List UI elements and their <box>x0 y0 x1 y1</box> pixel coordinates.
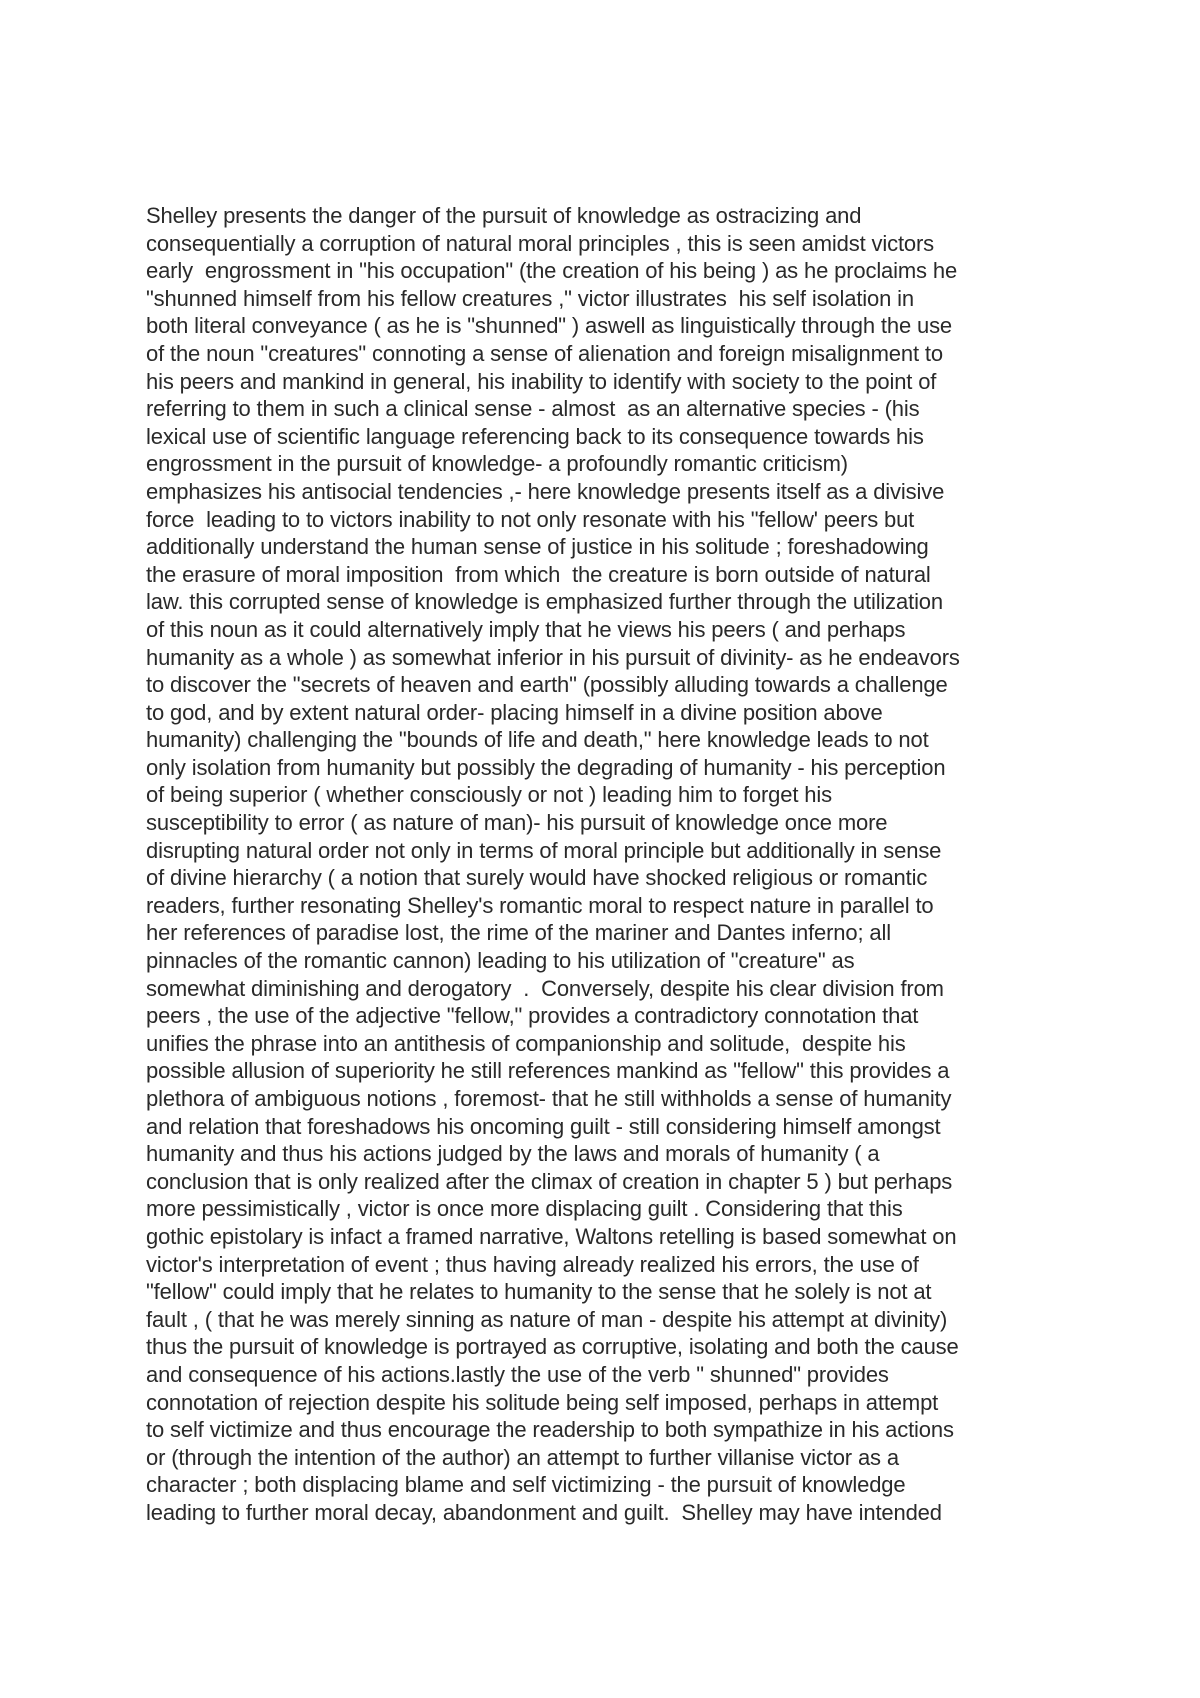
essay-line: humanity and thus his actions judged by the laws and morals of humanity ( a <box>146 1141 880 1167</box>
essay-line: humanity as a whole ) as somewhat inferior in his pursuit of divinity- as he endeavors <box>146 644 960 670</box>
essay-line: additionally understand the human sense of justice in his solitude ; foreshadowing <box>146 534 929 560</box>
essay-line: connotation of rejection despite his solitude being self imposed, perhaps in attempt <box>146 1389 939 1415</box>
essay-line: pinnacles of the romantic cannon) leading to his utilization of "creature" as <box>146 948 855 974</box>
essay-line: of this noun as it could alternatively imply that he views his peers ( and perhaps <box>146 616 906 642</box>
essay-body <box>146 202 1066 1527</box>
essay-line: character ; both displacing blame and self victimizing - the pursuit of knowledge <box>146 1472 906 1498</box>
essay-line: thus the pursuit of knowledge is portrayed as corruptive, isolating and both the cause <box>146 1334 959 1360</box>
essay-line: conclusion that is only realized after the climax of creation in chapter 5 ) but perhaps <box>146 1168 953 1194</box>
essay-line: "fellow" could imply that he relates to humanity to the sense that he solely is not at <box>146 1279 932 1305</box>
essay-line: peers , the use of the adjective "fellow," provides a contradictory connotation that <box>146 1003 919 1029</box>
essay-line: both literal conveyance ( as he is "shunned" ) aswell as linguistically through the use <box>146 313 953 339</box>
essay-line: plethora of ambiguous notions , foremost- that he still withholds a sense of humanity <box>146 1086 952 1111</box>
essay-line: of the noun "creatures" connoting a sense of alienation and foreign misalignment to <box>146 340 943 366</box>
essay-line: only isolation from humanity but possibly the degrading of humanity - his perception <box>146 754 946 780</box>
essay-line: Shelley presents the danger of the pursuit of knowledge as ostracizing and <box>146 203 862 228</box>
essay-line: humanity) challenging the "bounds of life and death," here knowledge leads to not <box>146 727 929 753</box>
essay-line: unifies the phrase into an antithesis of companionship and solitude, despite his <box>146 1030 906 1056</box>
essay-line: more pessimistically , victor is once more displacing guilt . Considering that this <box>146 1196 903 1222</box>
essay-line: leading to further moral decay, abandonment and guilt. Shelley may have intended <box>146 1499 942 1525</box>
essay-line: his peers and mankind in general, his inability to identify with society to the point of <box>146 368 937 394</box>
essay-line: somewhat diminishing and derogatory . Conversely, despite his clear division from <box>146 975 944 1001</box>
essay-line: of divine hierarchy ( a notion that surely would have shocked religious or romantic <box>146 865 928 891</box>
essay-line: "shunned himself from his fellow creatures ," victor illustrates his self isolation in <box>146 285 914 311</box>
essay-line: lexical use of scientific language referencing back to its consequence towards his <box>146 423 924 449</box>
essay-line: the erasure of moral imposition from which the creature is born outside of natural <box>146 561 931 587</box>
essay-line: law. this corrupted sense of knowledge is emphasized further through the utilization <box>146 589 943 615</box>
essay-line: susceptibility to error ( as nature of man)- his pursuit of knowledge once more <box>146 810 888 836</box>
essay-line: to discover the "secrets of heaven and earth" (possibly alluding towards a challenge <box>146 672 948 698</box>
essay-line: of being superior ( whether consciously or not ) leading him to forget his <box>146 782 832 808</box>
essay-line: possible allusion of superiority he still references mankind as "fellow" this provides a <box>146 1058 950 1084</box>
essay-line: gothic epistolary is infact a framed narrative, Waltons retelling is based somewhat on <box>146 1223 957 1249</box>
essay-line: readers, further resonating Shelley's romantic moral to respect nature in parallel to <box>146 892 934 918</box>
essay-line: to god, and by extent natural order- placing himself in a divine position above <box>146 699 883 725</box>
essay-line: her references of paradise lost, the rime of the mariner and Dantes inferno; all <box>146 920 891 946</box>
essay-line: emphasizes his antisocial tendencies ,- here knowledge presents itself as a divisive <box>146 478 945 504</box>
essay-line: force leading to to victors inability to not only resonate with his "fellow' peers but <box>146 506 915 532</box>
essay-line: or (through the intention of the author) an attempt to further villanise victor as a <box>146 1444 899 1470</box>
essay-line: and consequence of his actions.lastly the use of the verb " shunned" provides <box>146 1361 889 1387</box>
essay-line: and relation that foreshadows his oncoming guilt - still considering himself amongst <box>146 1113 941 1139</box>
essay-line: consequentially a corruption of natural moral principles , this is seen amidst victors <box>146 230 935 256</box>
essay-line: disrupting natural order not only in terms of moral principle but additionally in sense <box>146 837 942 863</box>
essay-line: engrossment in the pursuit of knowledge- a profoundly romantic criticism) <box>146 451 848 477</box>
essay-line: referring to them in such a clinical sense - almost as an alternative species - (his <box>146 396 920 422</box>
essay-line: to self victimize and thus encourage the readership to both sympathize in his actions <box>146 1417 954 1443</box>
essay-line: fault , ( that he was merely sinning as nature of man - despite his attempt at divinity) <box>146 1306 948 1332</box>
essay-line: early engrossment in "his occupation" (the creation of his being ) as he proclaims he <box>146 258 958 284</box>
essay-line: victor's interpretation of event ; thus having already realized his errors, the use of <box>146 1251 919 1277</box>
